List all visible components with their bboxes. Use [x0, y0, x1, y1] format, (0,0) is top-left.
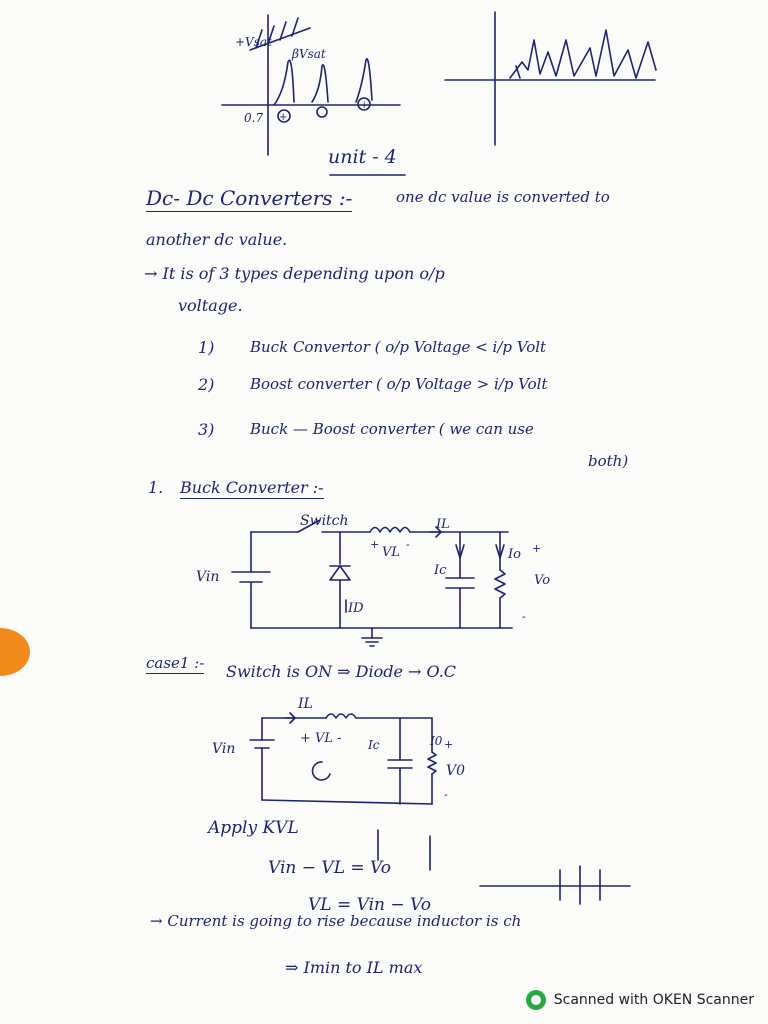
ic-label: Ic — [368, 738, 380, 752]
bvsat-label: βVsat — [292, 47, 326, 61]
type-text-continued: both) — [588, 452, 629, 470]
intro-line1: one dc value is converted to — [396, 188, 610, 206]
v07-label: 0.7 — [244, 111, 264, 125]
plus-label: + — [370, 538, 380, 551]
buck-heading-number: 1. — [148, 478, 164, 497]
vo-label: V0 — [446, 763, 466, 779]
scanner-footer — [526, 990, 754, 1010]
buck-converter-circuit — [196, 513, 550, 646]
il-label: IL — [298, 696, 313, 712]
jagged-waveform-sketch — [445, 12, 656, 145]
vin-label: Vin — [212, 741, 236, 757]
types-line1: → It is of 3 types depending upon o/p — [144, 264, 445, 283]
minus-label: - — [406, 538, 410, 551]
plus-label: + — [444, 738, 454, 751]
io-label: Io — [508, 547, 521, 562]
current-line: → Current is going to rise because inductor is ch — [150, 912, 522, 930]
io-label: I0 — [430, 734, 443, 748]
vo-label: Vo — [534, 573, 551, 588]
types-line2: voltage. — [178, 296, 243, 315]
vl-label: VL — [382, 545, 401, 560]
intro-line2: another dc value. — [146, 230, 288, 249]
unit-title: unit - 4 — [328, 146, 397, 168]
plus-label: + — [532, 542, 542, 555]
case1-text: Switch is ON ⇒ Diode → O.C — [226, 662, 457, 681]
case1-circuit — [212, 696, 465, 804]
vsat-label: +Vsat — [235, 35, 272, 49]
case1-label: case1 :- — [146, 654, 205, 672]
intro-heading: Dc- Dc Converters :- — [146, 186, 353, 210]
type-text: Boost converter ( o/p Voltage > i/p Volt — [250, 375, 548, 393]
sat-waveform-sketch — [222, 15, 400, 155]
type-number: 1) — [198, 338, 215, 357]
type-text: Buck Convertor ( o/p Voltage < i/p Volt — [250, 338, 547, 356]
buck-heading: Buck Converter :- — [180, 478, 324, 497]
type-number: 3) — [198, 420, 215, 439]
type-number: 2) — [198, 375, 215, 394]
switch-label: Switch — [300, 513, 349, 529]
plus-marker: + — [279, 112, 288, 123]
equation-1: Vin − VL = Vo — [268, 858, 391, 878]
scanner-logo-icon — [526, 990, 546, 1010]
scratch-marks — [378, 830, 630, 904]
kvl-label: Apply KVL — [208, 818, 299, 838]
type-text: Buck — Boost converter ( we can use — [250, 420, 534, 438]
minus-label: - — [444, 788, 448, 801]
scanner-text: Scanned with OKEN Scanner — [553, 992, 754, 1008]
plus-marker: + — [360, 100, 369, 111]
vl-label: + VL - — [300, 731, 342, 746]
il-label: IL — [436, 517, 450, 532]
range-line: ⇒ Imin to IL max — [285, 958, 423, 977]
id-label: ID — [348, 601, 364, 616]
vin-label: Vin — [196, 569, 220, 585]
equation-2: VL = Vin − Vo — [308, 895, 431, 915]
ic-label: Ic — [434, 563, 447, 578]
minus-label: - — [522, 610, 526, 623]
